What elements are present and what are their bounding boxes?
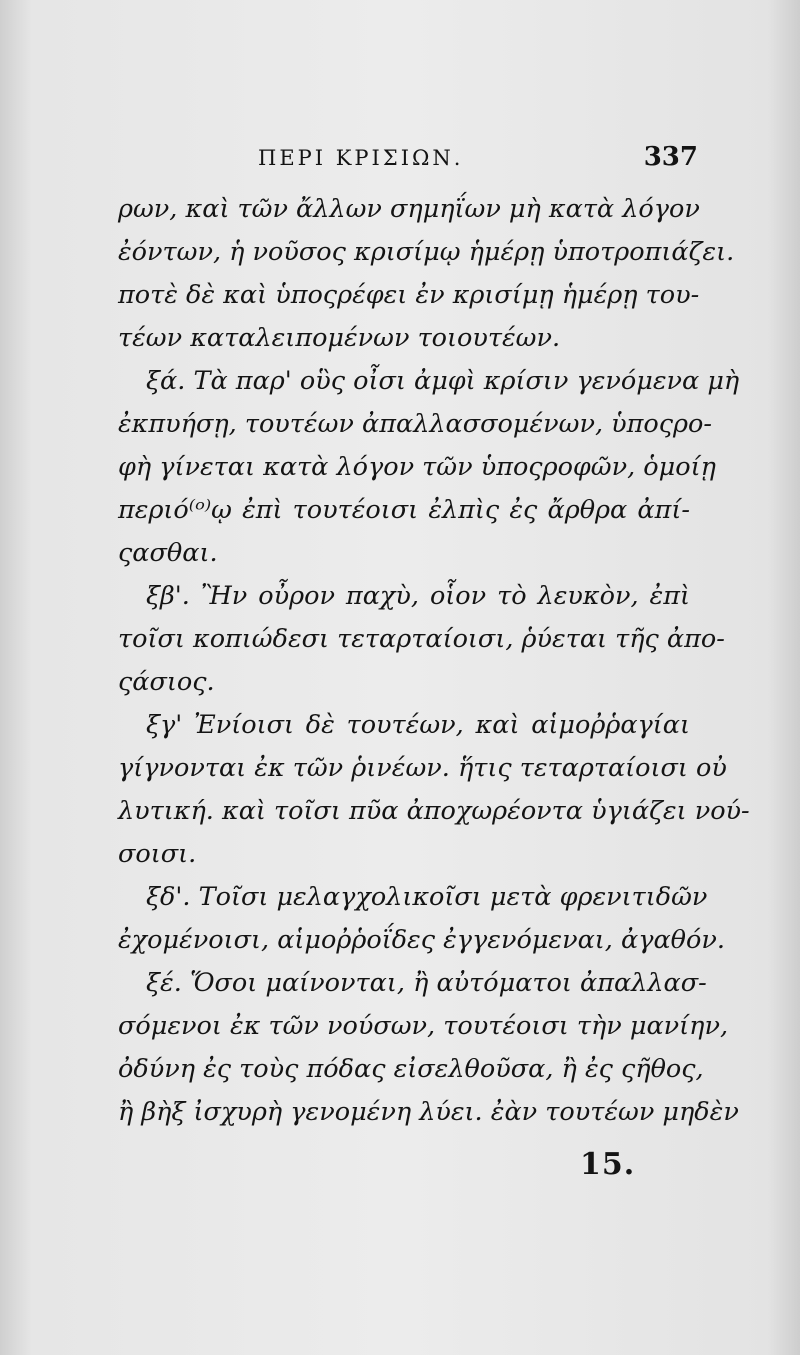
text-line: λυτική. καὶ τοῖσι πῦα ἀποχωρέοντα ὑγιάζει νού- <box>118 796 750 826</box>
text-line: τέων καταλειπομένων τοιουτέων. <box>118 323 561 353</box>
text-line: τοῖσι κοπιώδεσι τεταρταίοισι, ῥύεται τῆς ἀπο- <box>118 624 725 654</box>
running-title: ΠΕΡΙ ΚΡΙΣΙΩΝ. <box>258 146 464 170</box>
text-line: ξδ'. Τοῖσι μελαγχολικοῖσι μετὰ φρενιτιδῶν <box>146 882 708 912</box>
text-line: ὀδύνη ἐς τοὺς πόδας εἰσελθοῦσα, ἢ ἐς ςῆθος, <box>118 1054 704 1084</box>
text-line: γίγνονται ἐκ τῶν ῥινέων. ἥτις τεταρταίοισι οὐ <box>118 753 727 783</box>
page-number: 337 <box>643 142 698 172</box>
body-text <box>118 188 750 1134</box>
text-line: ξά. Τὰ παρ' οὓς οἶσι ἀμφὶ κρίσιν γενόμενα μὴ <box>146 366 740 396</box>
text-line: ξέ. Ὅσοι μαίνονται, ἢ αὐτόματοι ἀπαλλασ- <box>146 968 707 998</box>
text-line: ξγ' Ἐνίοισι δὲ τουτέων, καὶ αἱμοῤῥαγίαι <box>146 710 690 740</box>
text-line: φὴ γίνεται κατὰ λόγον τῶν ὑποςροφῶν, ὁμοίῃ <box>118 452 716 482</box>
text-line: ἐόντων, ἡ νοῦσος κρισίμῳ ἡμέρῃ ὑποτροπιάζει. <box>118 237 735 267</box>
text-line: ξβ'. Ἢν οὖρον παχὺ, οἷον τὸ λευκὸν, ἐπὶ <box>146 581 690 611</box>
text-line: σοισι. <box>118 839 197 869</box>
text-line: ςάσιος. <box>118 667 215 697</box>
text-line: περιό⁽ᵒ⁾ῳ ἐπὶ τουτέοισι ἐλπὶς ἐς ἄρθρα ἀπί- <box>118 495 690 525</box>
text-line: ςασθαι. <box>118 538 218 568</box>
running-head <box>118 140 698 180</box>
text-line: ἢ βὴξ ἰσχυρὴ γενομένη λύει. ἐὰν τουτέων μηδὲν <box>118 1097 739 1127</box>
signature-mark: 15. <box>580 1147 636 1182</box>
text-line: σόμενοι ἐκ τῶν νούσων, τουτέοισι τὴν μανίην, <box>118 1011 729 1041</box>
text-line: ποτὲ δὲ καὶ ὑποςρέφει ἐν κρισίμῃ ἡμέρῃ του- <box>118 280 700 310</box>
text-line: ἐκπυήσῃ, τουτέων ἀπαλλασσομένων, ὑποςρο- <box>118 409 713 439</box>
text-line: ἐχομένοισι, αἱμοῤῥοΐδες ἐγγενόμεναι, ἀγαθόν. <box>118 925 725 955</box>
text-line: ρων, καὶ τῶν ἄλλων σημηΐων μὴ κατὰ λόγον <box>118 194 700 224</box>
